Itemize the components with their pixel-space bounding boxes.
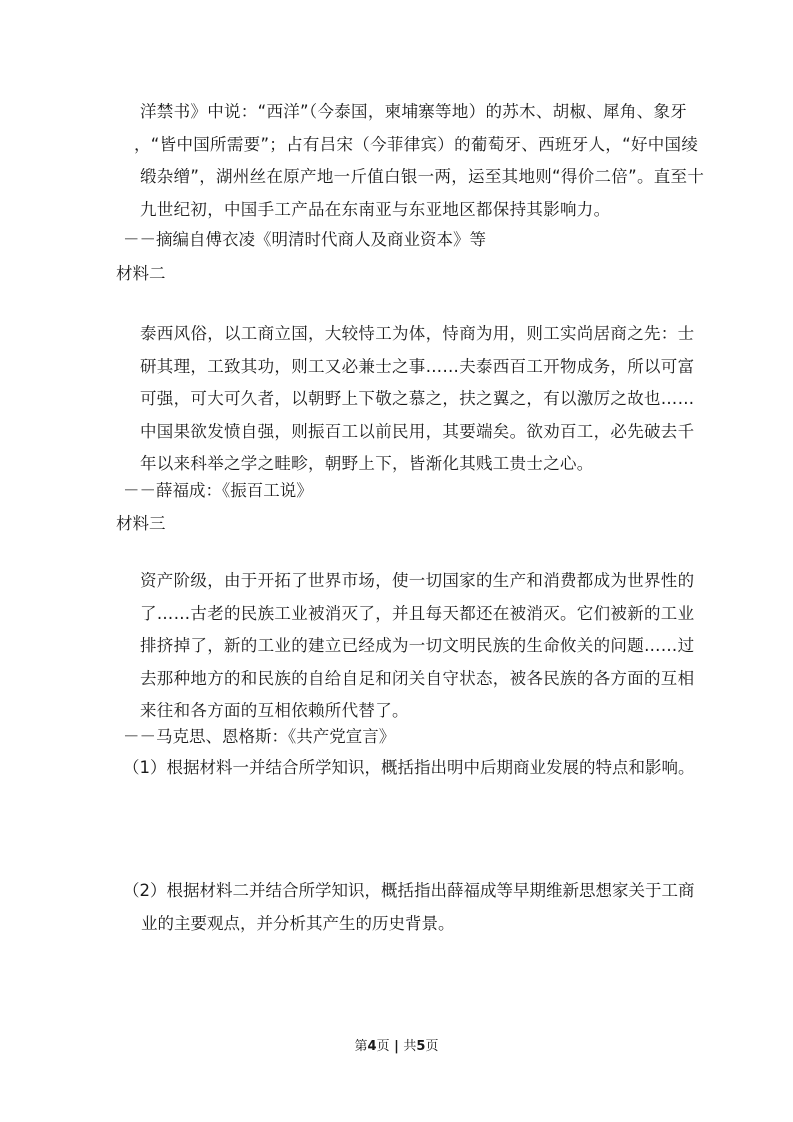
question-2-text-line2: 业的主要观点，并分析其产生的历史背景。 — [141, 913, 455, 933]
footer-separator: | — [389, 1039, 404, 1054]
footer-prefix: 第 — [354, 1039, 368, 1054]
footer-page-suffix: 页 — [376, 1039, 390, 1054]
question-1-text: （1）根据材料一并结合所学知识，概括指出明中后期商业发展的特点和影响。 — [123, 758, 695, 777]
material3-line: 来往和各方面的互相依赖所代替了。 — [140, 701, 409, 720]
material3-source: －－马克思、恩格斯：《共产党宣言》 — [123, 727, 396, 746]
question-2-text-line1: （2）根据材料二并结合所学知识，概括指出薛福成等早期维新思想家关于工商 — [123, 881, 695, 900]
material2-quote — [140, 318, 695, 481]
footer-page-number: 4 — [367, 1039, 377, 1054]
page-footer — [0, 1038, 793, 1056]
question-2 — [123, 875, 695, 940]
material1-source: －－摘编自傅衣凌《明清时代商人及商业资本》等 — [123, 230, 486, 249]
material2-source: －－薛福成：《振百工说》 — [123, 481, 313, 500]
material3-quote — [140, 565, 695, 728]
material3-heading: 材料三 — [116, 514, 166, 533]
footer-total-pages: 5 — [416, 1039, 426, 1054]
material1-quote — [134, 96, 705, 226]
material2-heading: 材料二 — [116, 264, 166, 283]
material2-line: 研其理，工致其功，则工又必兼士之事……夫泰西百工开物成务，所以可富 — [140, 356, 695, 376]
material1-line: ，“皆中国所需要”；占有吕宋（今菲律宾）的葡萄牙、西班牙人，“好中国绫 — [134, 134, 699, 154]
material3-line: 资产阶级，由于开拓了世界市场，使一切国家的生产和消费都成为世界性的 — [140, 571, 695, 590]
material2-line: 泰西风俗，以工商立国，大较恃工为体，恃商为用，则工实尚居商之先：士 — [140, 324, 695, 343]
material1-line: 洋禁书》中说：“西洋”（今泰国，柬埔寨等地）的苏木、胡椒、犀角、象牙 — [140, 102, 688, 121]
material2-line: 年以来科举之学之畦畛，朝野上下，皆渐化其贱工贵士之心。 — [140, 454, 594, 473]
footer-total-prefix: 共 — [403, 1039, 417, 1054]
question-1 — [123, 752, 695, 785]
material2-line: 可强，可大可久者，以朝野上下敬之慕之，扶之翼之，有以激厉之故也…… — [140, 389, 695, 408]
material3-line: 了……古老的民族工业被消灭了，并且每天都还在被消灭。它们被新的工业 — [140, 603, 695, 623]
material3-line: 去那种地方的和民族的自给自足和闭关自守状态，被各民族的各方面的互相 — [140, 668, 695, 688]
material1-line: 缎杂缯”，湖州丝在原产地一斤值白银一两，运至其地则“得价二倍”。直至十 — [140, 167, 705, 186]
footer-total-suffix: 页 — [425, 1039, 439, 1054]
material2-line: 中国果欲发愤自强，则振百工以前民用，其要端矣。欲劝百工，必先破去千 — [140, 421, 695, 441]
material3-line: 排挤掉了，新的工业的建立已经成为一切文明民族的生命攸关的问题……过 — [140, 636, 695, 655]
material1-line: 九世纪初，中国手工产品在东南亚与东亚地区都保持其影响力。 — [140, 199, 611, 219]
